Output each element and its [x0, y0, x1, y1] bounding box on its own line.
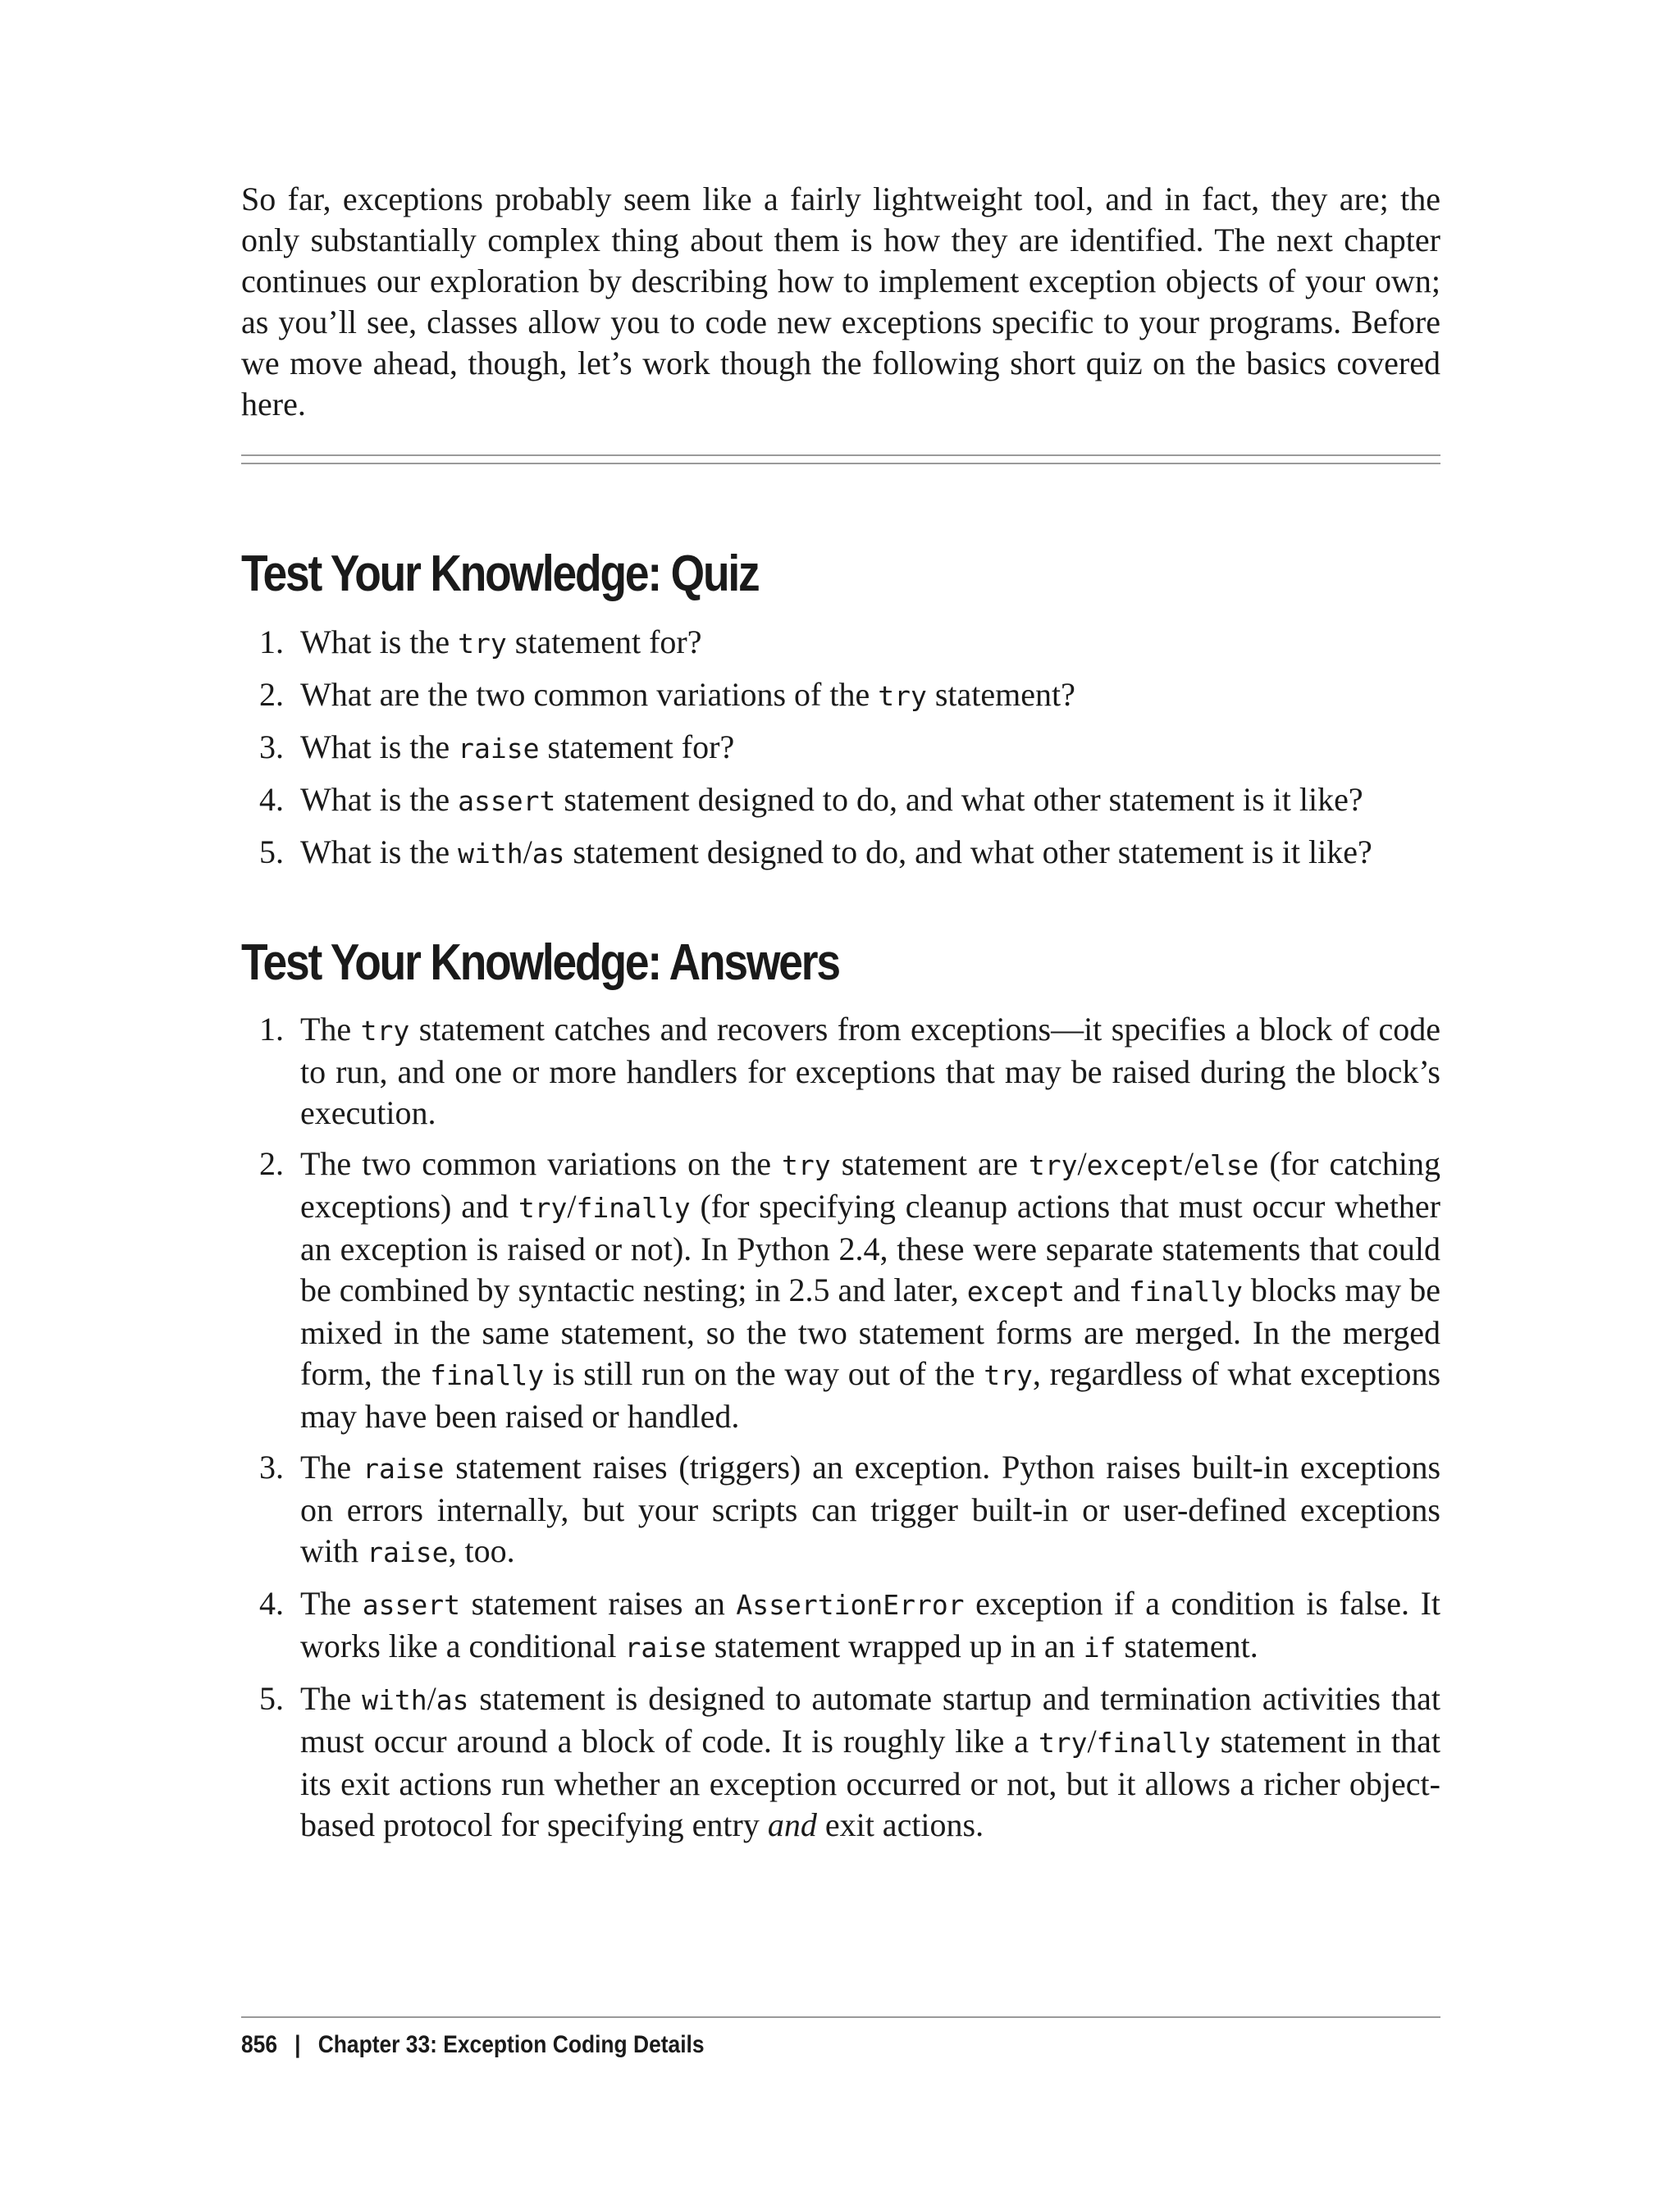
text: What is the	[300, 833, 459, 870]
answers-list	[241, 1009, 1440, 1856]
text: statement is designed to automate startup and termination activities that must occur around a block of code. It is roughly like a	[300, 1680, 1440, 1760]
code: try	[360, 1015, 410, 1047]
code: with	[362, 1684, 427, 1716]
text: statement raises an	[459, 1585, 737, 1622]
quiz-list	[241, 622, 1440, 884]
quiz-item	[241, 832, 1440, 874]
item-number: 5.	[259, 1680, 284, 1717]
item-number: 5.	[259, 833, 284, 870]
text: statement designed to do, and what other statement is it like?	[564, 833, 1372, 870]
chapter-title: Chapter 33: Exception Coding Details	[317, 2031, 705, 2058]
text: What is the	[300, 728, 459, 765]
code: as	[436, 1684, 469, 1716]
text: statement for?	[539, 728, 735, 765]
code: with	[458, 838, 523, 870]
text: blocks may be mixed in the same statement, so the two statement forms are merged. In the merged form, the	[300, 1271, 1440, 1392]
text: and	[1065, 1271, 1129, 1308]
code: finally	[1096, 1727, 1211, 1759]
code: except	[966, 1276, 1066, 1308]
footer-separator: |	[294, 2031, 301, 2058]
code: assert	[458, 785, 556, 817]
text: (for specifying cleanup actions that must occur whether an exception is raised or not). In Python 2.4, these were separate statements that could be combined by syntactic nesting; in 2.5 and later,	[300, 1188, 1440, 1308]
quiz-item	[241, 779, 1440, 822]
slash: /	[523, 833, 532, 870]
answer-item	[241, 1583, 1440, 1669]
quiz-heading: Test Your Knowledge: Quiz	[241, 546, 759, 602]
footer-rule	[241, 2016, 1440, 2018]
code: else	[1193, 1149, 1259, 1181]
text: statement designed to do, and what other statement is it like?	[555, 781, 1363, 818]
slash: /	[427, 1680, 436, 1717]
text: is still run on the way out of the	[544, 1355, 984, 1392]
code: try	[782, 1149, 831, 1181]
code: raise	[624, 1632, 706, 1664]
code: except	[1086, 1149, 1185, 1181]
answer-item	[241, 1009, 1440, 1134]
code: finally	[576, 1192, 691, 1224]
code: raise	[367, 1536, 449, 1568]
code: finally	[430, 1359, 545, 1391]
text: statement for?	[506, 623, 702, 660]
answer-item	[241, 1447, 1440, 1573]
text: The two common variations on the	[300, 1145, 783, 1182]
code: try	[458, 628, 507, 660]
emphasis: and	[767, 1806, 817, 1843]
code: as	[532, 838, 565, 870]
answer-item	[241, 1678, 1440, 1846]
item-number: 2.	[259, 1145, 284, 1182]
text: statement wrapped up in an	[705, 1628, 1084, 1664]
slash: /	[567, 1188, 577, 1225]
text: The	[300, 1585, 363, 1622]
quiz-item	[241, 674, 1440, 717]
item-number: 3.	[259, 728, 284, 765]
quiz-item	[241, 727, 1440, 769]
code: AssertionError	[736, 1589, 965, 1621]
text: The	[300, 1449, 363, 1486]
text: statement catches and recovers from exceptions—it specifies a block of code to run, and one or more handlers for exceptions that may be raised during the block’s execution.	[300, 1011, 1441, 1131]
code: assert	[362, 1589, 460, 1621]
slash: /	[1184, 1145, 1194, 1182]
code: raise	[458, 733, 540, 765]
item-number: 1.	[259, 623, 284, 660]
item-number: 4.	[259, 1585, 284, 1622]
slash: /	[1087, 1723, 1097, 1760]
text: , too.	[448, 1532, 515, 1569]
intro-paragraph: So far, exceptions probably seem like a fairly lightweight tool, and in fact, they are; the only substantially complex thing about them is how they are identified. The next chapter continues our exploration by describing how to implement exception objects of your own; as you’ll see, classes allow you to code new exceptions specific to your programs. Before we move ahead, though, let’s work though the following short quiz on the basics covered here.	[241, 180, 1440, 422]
code: if	[1083, 1632, 1116, 1664]
text: statement?	[926, 676, 1075, 713]
answer-item	[241, 1144, 1440, 1437]
text: statement.	[1116, 1628, 1258, 1664]
text: What is the	[300, 781, 459, 818]
text: statement in that its exit actions run whether an exception occurred or not, but it allows a richer object-based protocol for specifying entry	[300, 1723, 1441, 1843]
text: exception if a condition is false. It works like a conditional	[300, 1585, 1440, 1664]
section-divider	[241, 454, 1440, 464]
slash: /	[1077, 1145, 1087, 1182]
text: statement are	[830, 1145, 1029, 1182]
quiz-item	[241, 622, 1440, 664]
text: statement raises (triggers) an exception. Python raises built-in exceptions on errors internally, but your scripts can trigger built-in or user-defined exceptions with	[300, 1449, 1441, 1569]
text: What are the two common variations of the	[300, 676, 879, 713]
page-footer	[241, 2031, 705, 2059]
text: The	[300, 1680, 363, 1717]
code: try	[878, 680, 927, 712]
item-number: 2.	[259, 676, 284, 713]
text: , regardless of what exceptions may have been raised or handled.	[300, 1355, 1441, 1435]
text: The	[300, 1011, 361, 1048]
text: What is the	[300, 623, 459, 660]
item-number: 1.	[259, 1011, 284, 1048]
code: raise	[363, 1453, 445, 1485]
text: exit actions.	[816, 1806, 984, 1843]
code: try	[1028, 1149, 1078, 1181]
code: finally	[1128, 1276, 1243, 1308]
item-number: 3.	[259, 1449, 284, 1486]
book-page	[241, 179, 1440, 2164]
code: try	[1038, 1727, 1088, 1759]
text: (for catching exceptions) and	[300, 1145, 1441, 1225]
code: try	[984, 1359, 1033, 1391]
page-number: 856	[241, 2031, 278, 2058]
code: try	[518, 1192, 568, 1224]
item-number: 4.	[259, 781, 284, 818]
answers-heading: Test Your Knowledge: Answers	[241, 934, 839, 991]
